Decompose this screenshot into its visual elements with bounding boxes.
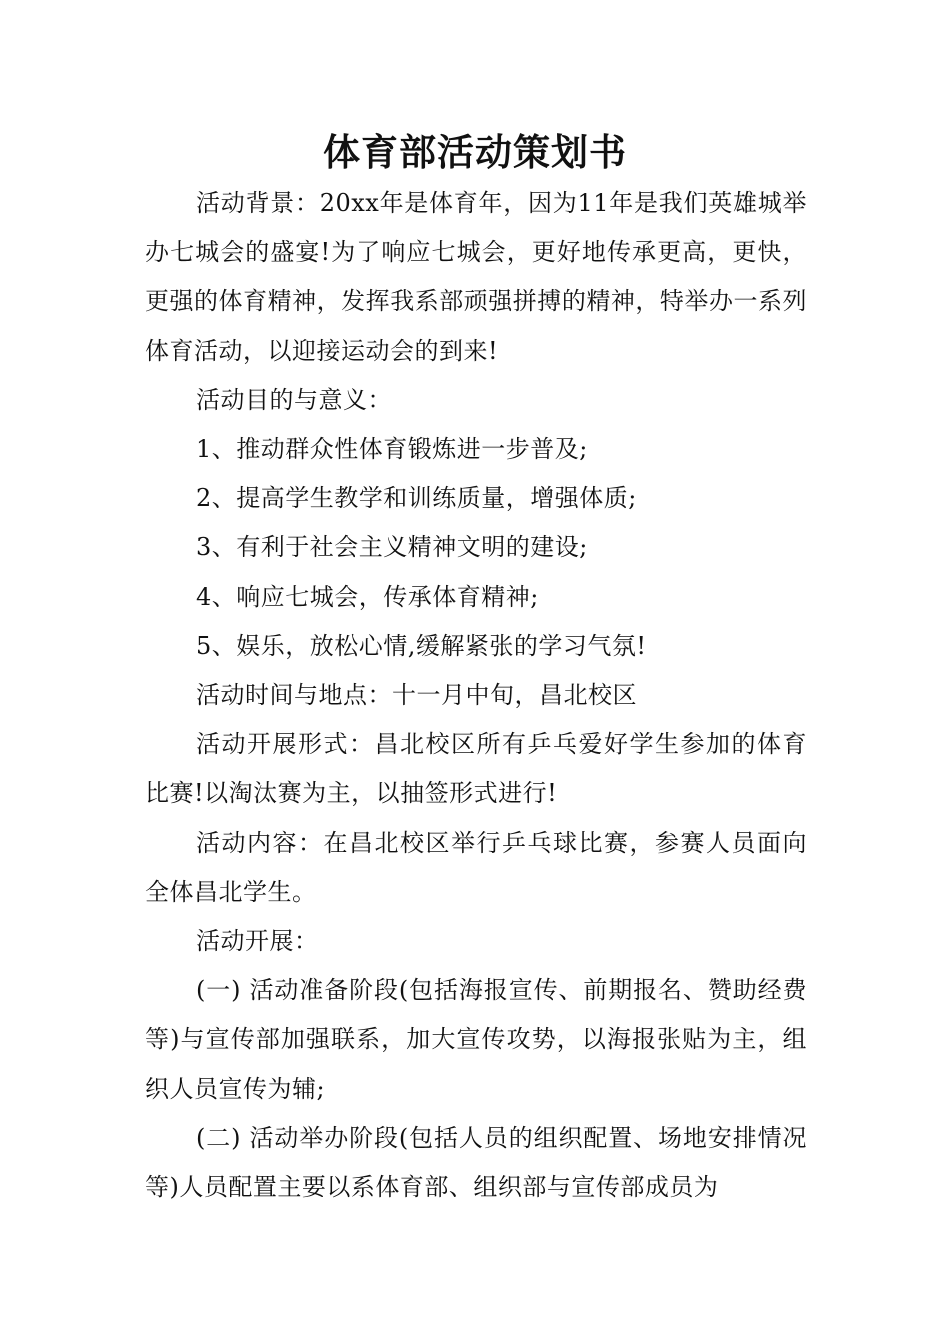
paragraph-purpose-item-5: 5、娱乐，放松心情,缓解紧张的学习气氛! [196, 631, 647, 660]
paragraph-purpose-item-2: 2、提高学生教学和训练质量，增强体质; [196, 484, 637, 513]
paragraph-purpose-item-1: 1、推动群众性体育锻炼进一步普及; [196, 435, 588, 464]
paragraph-purpose-item-4: 4、响应七城会，传承体育精神; [196, 582, 539, 611]
paragraph-background: 活动背景：20xx年是体育年，因为11年是我们英雄城举办七城会的盛宴!为了响应七城会，更好地传承更高，更快，更强的体育精神，发挥我系部顽强拼搏的精神，特举办一系列体育活动，以迎接运动会的到来! [145, 189, 807, 365]
paragraph-stage-2: (二) 活动举办阶段(包括人员的组织配置、场地安排情况等)人员配置主要以系体育部、组织部与宣传部成员为 [145, 1123, 807, 1202]
document-body [145, 179, 807, 1212]
paragraph-content: 活动内容：在昌北校区举行乒乓球比赛，参赛人员面向全体昌北学生。 [145, 828, 807, 906]
paragraph-time-place: 活动时间与地点：十一月中旬，昌北校区 [196, 681, 637, 710]
document-title: 体育部活动策划书 [323, 130, 627, 174]
paragraph-purpose-heading: 活动目的与意义： [196, 385, 392, 414]
paragraph-format: 活动开展形式：昌北校区所有乒乓爱好学生参加的体育比赛!以淘汰赛为主，以抽签形式进行! [145, 730, 807, 808]
paragraph-development-heading: 活动开展： [196, 927, 319, 956]
paragraph-purpose-item-3: 3、有利于社会主义精神文明的建设; [196, 533, 588, 562]
paragraph-stage-1: (一) 活动准备阶段(包括海报宣传、前期报名、赞助经费等)与宣传部加强联系，加大宣传攻势，以海报张贴为主，组织人员宣传为辅; [145, 976, 807, 1103]
